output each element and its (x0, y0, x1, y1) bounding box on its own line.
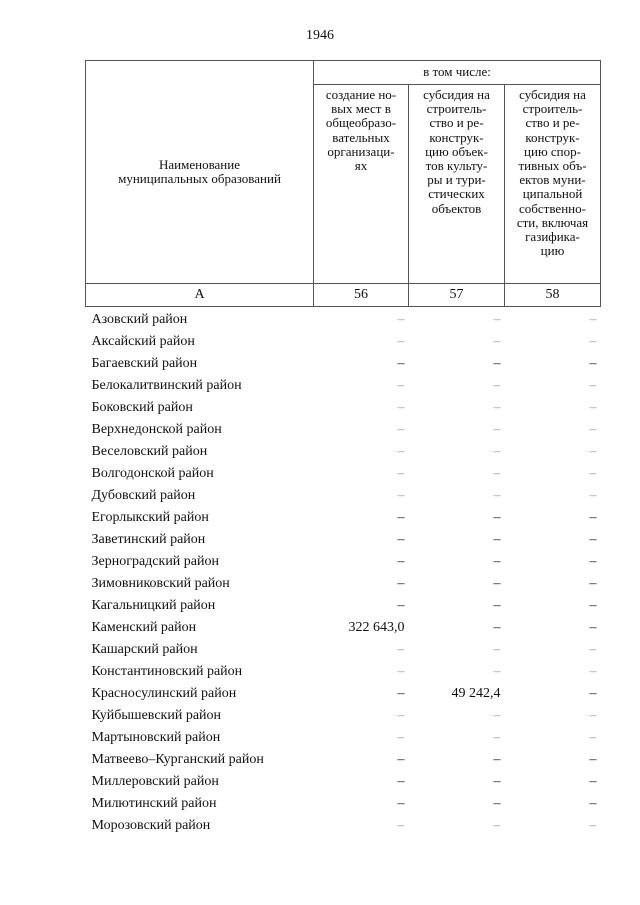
value-cell: – (493, 576, 501, 591)
table-row (86, 331, 601, 353)
value-cell: – (397, 488, 405, 503)
table-row (86, 771, 601, 793)
value-cell: – (493, 400, 501, 415)
header-line: ство и ре- (525, 115, 580, 131)
value-cell: – (397, 466, 405, 481)
district-name: Багаевский район (91, 356, 198, 371)
header-line: сти, включая (516, 214, 589, 230)
value-cell: – (589, 378, 597, 393)
value-cell: – (397, 576, 405, 591)
header-line: вательных (332, 129, 390, 145)
value-cell: – (589, 774, 597, 789)
header-line: тов культу- (425, 158, 488, 174)
value-cell: – (589, 312, 597, 327)
value-cell: – (397, 664, 405, 679)
header-line: объектов (431, 200, 482, 216)
value-cell: – (589, 576, 597, 591)
table-row (86, 397, 601, 419)
header-municipality-name (86, 61, 314, 284)
value-cell: – (397, 378, 405, 393)
value-cell: – (397, 554, 405, 569)
table-row (86, 441, 601, 463)
header-new-school-places (314, 85, 409, 284)
header-line: строитель- (426, 101, 487, 117)
district-name: Зимовниковский район (91, 576, 230, 591)
district-name: Веселовский район (91, 444, 208, 459)
district-name: Красносулинский район (91, 686, 237, 701)
value-cell: – (493, 642, 501, 657)
value-cell: – (493, 598, 501, 613)
value-cell: – (589, 422, 597, 437)
table-row (86, 639, 601, 661)
district-name: Куйбышевский район (91, 708, 222, 723)
table-row (86, 661, 601, 683)
table-row (86, 683, 601, 705)
district-name: Аксайский район (91, 334, 195, 349)
value-cell: – (397, 312, 405, 327)
value-cell: – (397, 774, 405, 789)
table-row (86, 749, 601, 771)
table-row (86, 551, 601, 573)
value-cell: – (589, 642, 597, 657)
district-name: Миллеровский район (91, 774, 219, 789)
header-line: конструк- (525, 129, 580, 145)
district-name: Матвеево–Курганский район (91, 752, 264, 767)
value-cell: – (397, 400, 405, 415)
value-cell: – (589, 466, 597, 481)
value-cell: – (589, 356, 597, 371)
value-cell: – (589, 664, 597, 679)
table-body (86, 307, 601, 838)
value-cell: – (589, 532, 597, 547)
value-cell: – (493, 422, 501, 437)
value-cell: – (493, 378, 501, 393)
header-line: конструк- (429, 129, 484, 145)
value-cell: – (589, 488, 597, 503)
value-cell: 49 242,4 (451, 686, 501, 701)
page-number: 1946 (306, 28, 334, 43)
value-cell: – (397, 708, 405, 723)
table-row (86, 463, 601, 485)
district-name: Заветинский район (91, 532, 206, 547)
header-line: цию спор- (524, 143, 581, 159)
value-cell: – (493, 554, 501, 569)
header-line: ство и ре- (429, 115, 484, 131)
table-row (86, 617, 601, 639)
value-cell: – (589, 708, 597, 723)
district-name: Белокалитвинский район (91, 378, 242, 393)
header-line: тивных объ- (518, 158, 587, 174)
value-cell: – (397, 818, 405, 833)
value-cell: – (493, 334, 501, 349)
header-sports-facilities-subsidy (505, 85, 601, 284)
value-cell: – (397, 752, 405, 767)
table-row (86, 705, 601, 727)
table-row (86, 375, 601, 397)
value-cell: – (493, 818, 501, 833)
column-index: 57 (409, 284, 505, 307)
table-row (86, 815, 601, 837)
value-cell: – (493, 356, 501, 371)
value-cell: – (589, 598, 597, 613)
district-name: Морозовский район (91, 818, 211, 833)
header-line: организаци- (327, 143, 395, 159)
district-name: Дубовский район (91, 488, 196, 503)
value-cell: – (397, 730, 405, 745)
value-cell: – (493, 796, 501, 811)
table-row (86, 419, 601, 441)
header-line: ципальной (522, 186, 583, 202)
value-cell: – (493, 532, 501, 547)
header-line: общеобразо- (325, 115, 397, 131)
value-cell: – (589, 400, 597, 415)
district-name: Кагальницкий район (91, 598, 216, 613)
value-cell: – (493, 752, 501, 767)
value-cell: – (397, 334, 405, 349)
column-index: А (86, 284, 314, 307)
district-name: Боковский район (91, 400, 193, 415)
value-cell: – (589, 730, 597, 745)
header-line: цию объек- (425, 143, 488, 159)
value-cell: – (397, 532, 405, 547)
district-name: Кашарский район (91, 642, 198, 657)
table-row (86, 353, 601, 375)
value-cell: – (589, 510, 597, 525)
district-name: Волгодонской район (91, 466, 214, 481)
header-line: стических (428, 186, 485, 202)
column-index: 56 (314, 284, 409, 307)
table-row (86, 727, 601, 749)
table-row (86, 793, 601, 815)
value-cell: – (493, 730, 501, 745)
value-cell: – (589, 620, 597, 635)
header-line: ры и тури- (427, 172, 486, 188)
header-line: Наименование (159, 156, 240, 172)
district-name: Зерноградский район (91, 554, 219, 569)
value-cell: – (397, 444, 405, 459)
header-group-including: в том числе: (314, 61, 601, 85)
header-line: собственно- (519, 200, 586, 216)
value-cell: – (493, 312, 501, 327)
value-cell: – (397, 356, 405, 371)
table-header (86, 61, 601, 307)
table-row (86, 573, 601, 595)
value-cell: – (589, 444, 597, 459)
value-cell: – (589, 686, 597, 701)
table-row (86, 307, 601, 332)
header-line: строитель- (522, 101, 583, 117)
value-cell: – (397, 642, 405, 657)
value-cell: – (589, 818, 597, 833)
value-cell: – (493, 488, 501, 503)
value-cell: – (397, 422, 405, 437)
district-name: Милютинский район (91, 796, 217, 811)
column-index: 58 (505, 284, 601, 307)
value-cell: – (397, 796, 405, 811)
header-line: ях (354, 158, 368, 174)
table-row (86, 485, 601, 507)
value-cell: – (493, 510, 501, 525)
header-culture-tourism-subsidy (409, 85, 505, 284)
header-line: ектов муни- (519, 172, 586, 188)
district-name: Константиновский район (91, 664, 243, 679)
value-cell: – (589, 796, 597, 811)
district-name: Каменский район (91, 620, 197, 635)
value-cell: – (589, 752, 597, 767)
column-index-row (86, 284, 601, 307)
header-line: цию (540, 243, 565, 259)
value-cell: – (493, 444, 501, 459)
value-cell: – (493, 620, 501, 635)
header-line: субсидия на (519, 87, 586, 102)
district-name: Верхнедонской район (91, 422, 222, 437)
table-row (86, 595, 601, 617)
value-cell: – (589, 334, 597, 349)
district-name: Егорлыкский район (91, 510, 209, 525)
header-line: газифика- (525, 229, 580, 245)
value-cell: – (589, 554, 597, 569)
value-cell: – (493, 774, 501, 789)
table-row (86, 507, 601, 529)
district-name: Мартыновский район (91, 730, 221, 745)
header-line: вых мест в (331, 101, 391, 117)
table-row (86, 529, 601, 551)
district-name: Азовский район (91, 312, 188, 327)
value-cell: 322 643,0 (348, 620, 405, 635)
header-line: создание но- (325, 87, 397, 102)
value-cell: – (397, 598, 405, 613)
value-cell: – (493, 708, 501, 723)
budget-table (85, 60, 601, 837)
value-cell: – (493, 664, 501, 679)
value-cell: – (397, 686, 405, 701)
value-cell: – (397, 510, 405, 525)
value-cell: – (493, 466, 501, 481)
header-line: муниципальных образований (118, 171, 281, 186)
header-line: субсидия на (423, 87, 490, 102)
